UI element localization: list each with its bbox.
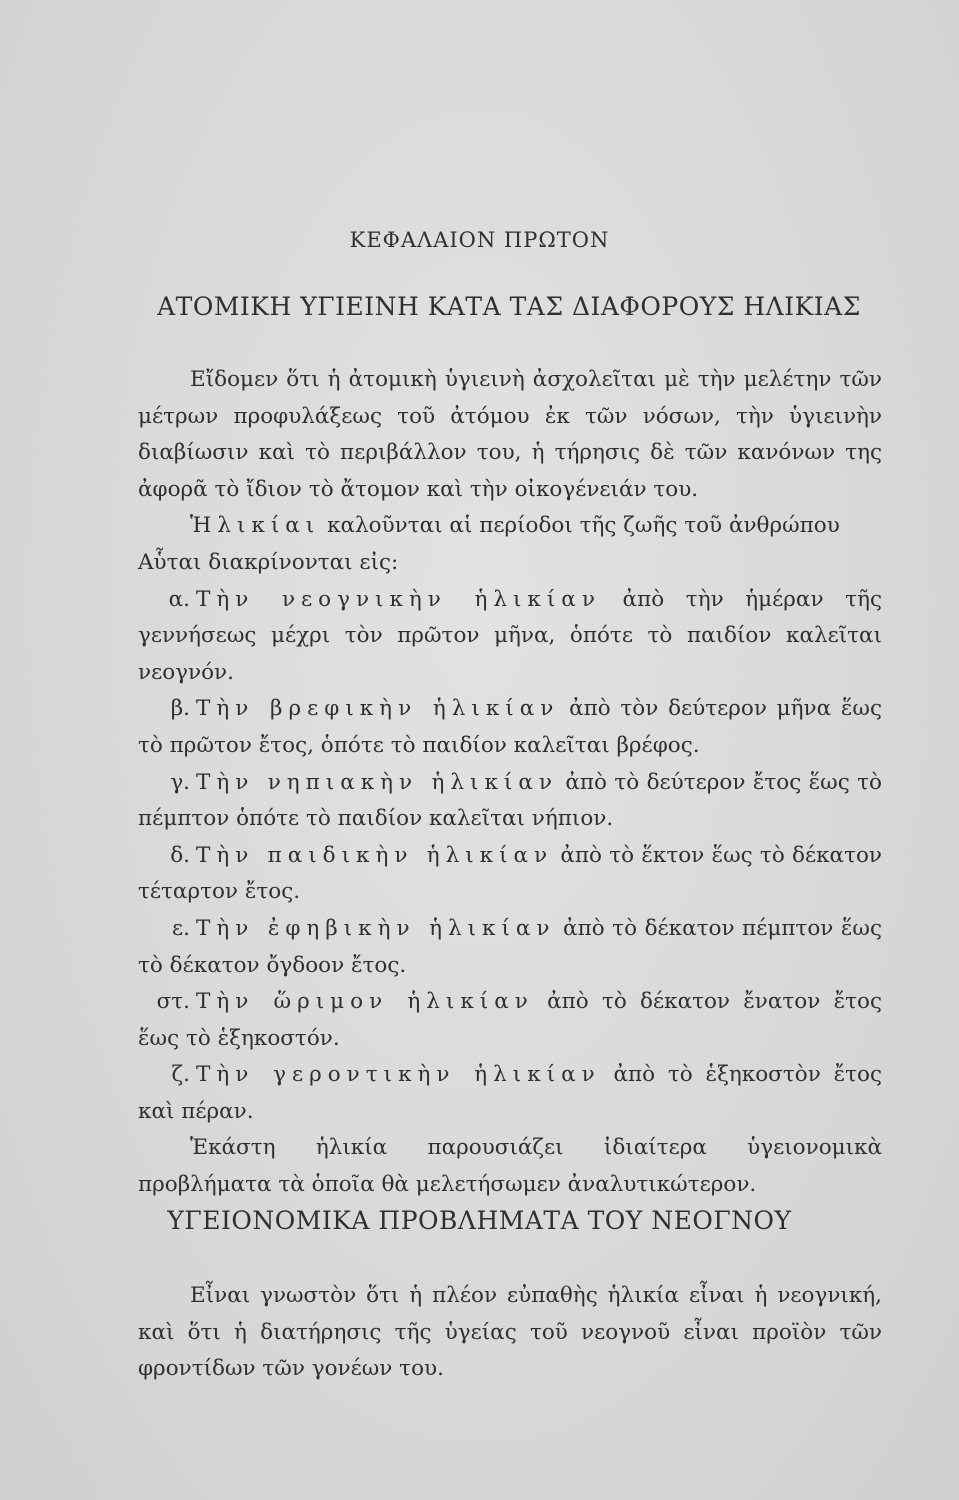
definition-term: Ἡλικίαι (190, 513, 321, 539)
list-item: ε. Τὴν ἐφηβικὴν ἡλικίαν ἀπὸ τὸ δέκατον πέμπτον ἕως τὸ δέκατον ὄγδοον ἔτος. (138, 915, 882, 978)
list-item: β. Τὴν βρεφικὴν ἡλικίαν ἀπὸ τὸν δεύτερον μῆνα ἕως τὸ πρῶτον ἔτος, ὁπότε τὸ παιδίον καλεῖται βρέφος. (138, 696, 882, 758)
section-heading: ΥΓΕΙΟΝΟΜΙΚΑ ΠΡΟΒΛΗΜΑΤΑ ΤΟΥ ΝΕΟΓΝΟΥ (167, 1206, 792, 1235)
division-line: Αὗται διακρίνονται εἰς: (138, 549, 399, 575)
section-paragraph: Εἶναι γνωστὸν ὅτι ἡ πλέον εὐπαθὴς ἡλικία εἶναι ἡ νεογνική, καὶ ὅτι ἡ διατήρησις τῆς ὑγείας τοῦ νεογνοῦ εἶναι προϊὸν τῶν φροντίδων τῶν γονέων του. (138, 1283, 882, 1382)
definition-paragraph (138, 508, 882, 545)
main-text (138, 362, 882, 1204)
section-body (138, 1278, 882, 1388)
page-title: ΑΤΟΜΙΚΗ ΥΓΙΕΙΝΗ ΚΑΤΑ ΤΑΣ ΔΙΑΦΟΡΟΥΣ ΗΛΙΚΙΑΣ (157, 292, 861, 321)
age-list (138, 582, 882, 1131)
definition-text: καλοῦνται αἱ περίοδοι τῆς ζωῆς τοῦ ἀνθρώπου (327, 513, 840, 539)
intro-paragraph: Εἴδομεν ὅτι ἡ ἀτομικὴ ὑγιεινὴ ἀσχολεῖται μὲ τὴν μελέτην τῶν μέτρων προφυλάξεως τοῦ ἀτόμου ἐκ τῶν νόσων, τὴν ὑγιεινὴν διαβίωσιν καὶ τὸ περιβάλλον του, ἡ τήρησις δὲ τῶν κανόνων της ἀφορᾶ τὸ ἴδιον τὸ ἄτομον καὶ τὴν οἰκογένειάν του. (138, 367, 882, 502)
chapter-label: ΚΕΦΑΛΑΙΟΝ ΠΡΩΤΟΝ (349, 228, 610, 252)
list-item: α. Τὴν νεογνικὴν ἡλικίαν ἀπὸ τὴν ἡμέραν τῆς γεννήσεως μέχρι τὸν πρῶτον μῆνα, ὁπότε τὸ παιδίον καλεῖται νεογνόν. (138, 586, 882, 685)
list-item: ζ. Τὴν γεροντικὴν ἡλικίαν ἀπὸ τὸ ἑξηκοστὸν ἔτος καὶ πέραν. (138, 1062, 882, 1124)
list-item: δ. Τὴν παιδικὴν ἡλικίαν ἀπὸ τὸ ἕκτον ἕως τὸ δέκατον τέταρτον ἔτος. (138, 842, 882, 905)
list-item: γ. Τὴν νηπιακὴν ἡλικίαν ἀπὸ τὸ δεύτερον ἔτος ἕως τὸ πέμπτον ὁπότε τὸ παιδίον καλεῖται νήπιον. (138, 769, 882, 832)
list-item: στ. Τὴν ὥριμον ἡλικίαν ἀπὸ τὸ δέκατον ἔνατον ἔτος ἕως τὸ ἑξηκοστόν. (138, 989, 882, 1051)
closing-paragraph: Ἑκάστη ἡλικία παρουσιάζει ἰδιαίτερα ὑγειονομικὰ προβλήματα τὰ ὁποῖα θὰ μελετήσωμεν ἀναλυτικώτερον. (138, 1135, 882, 1198)
